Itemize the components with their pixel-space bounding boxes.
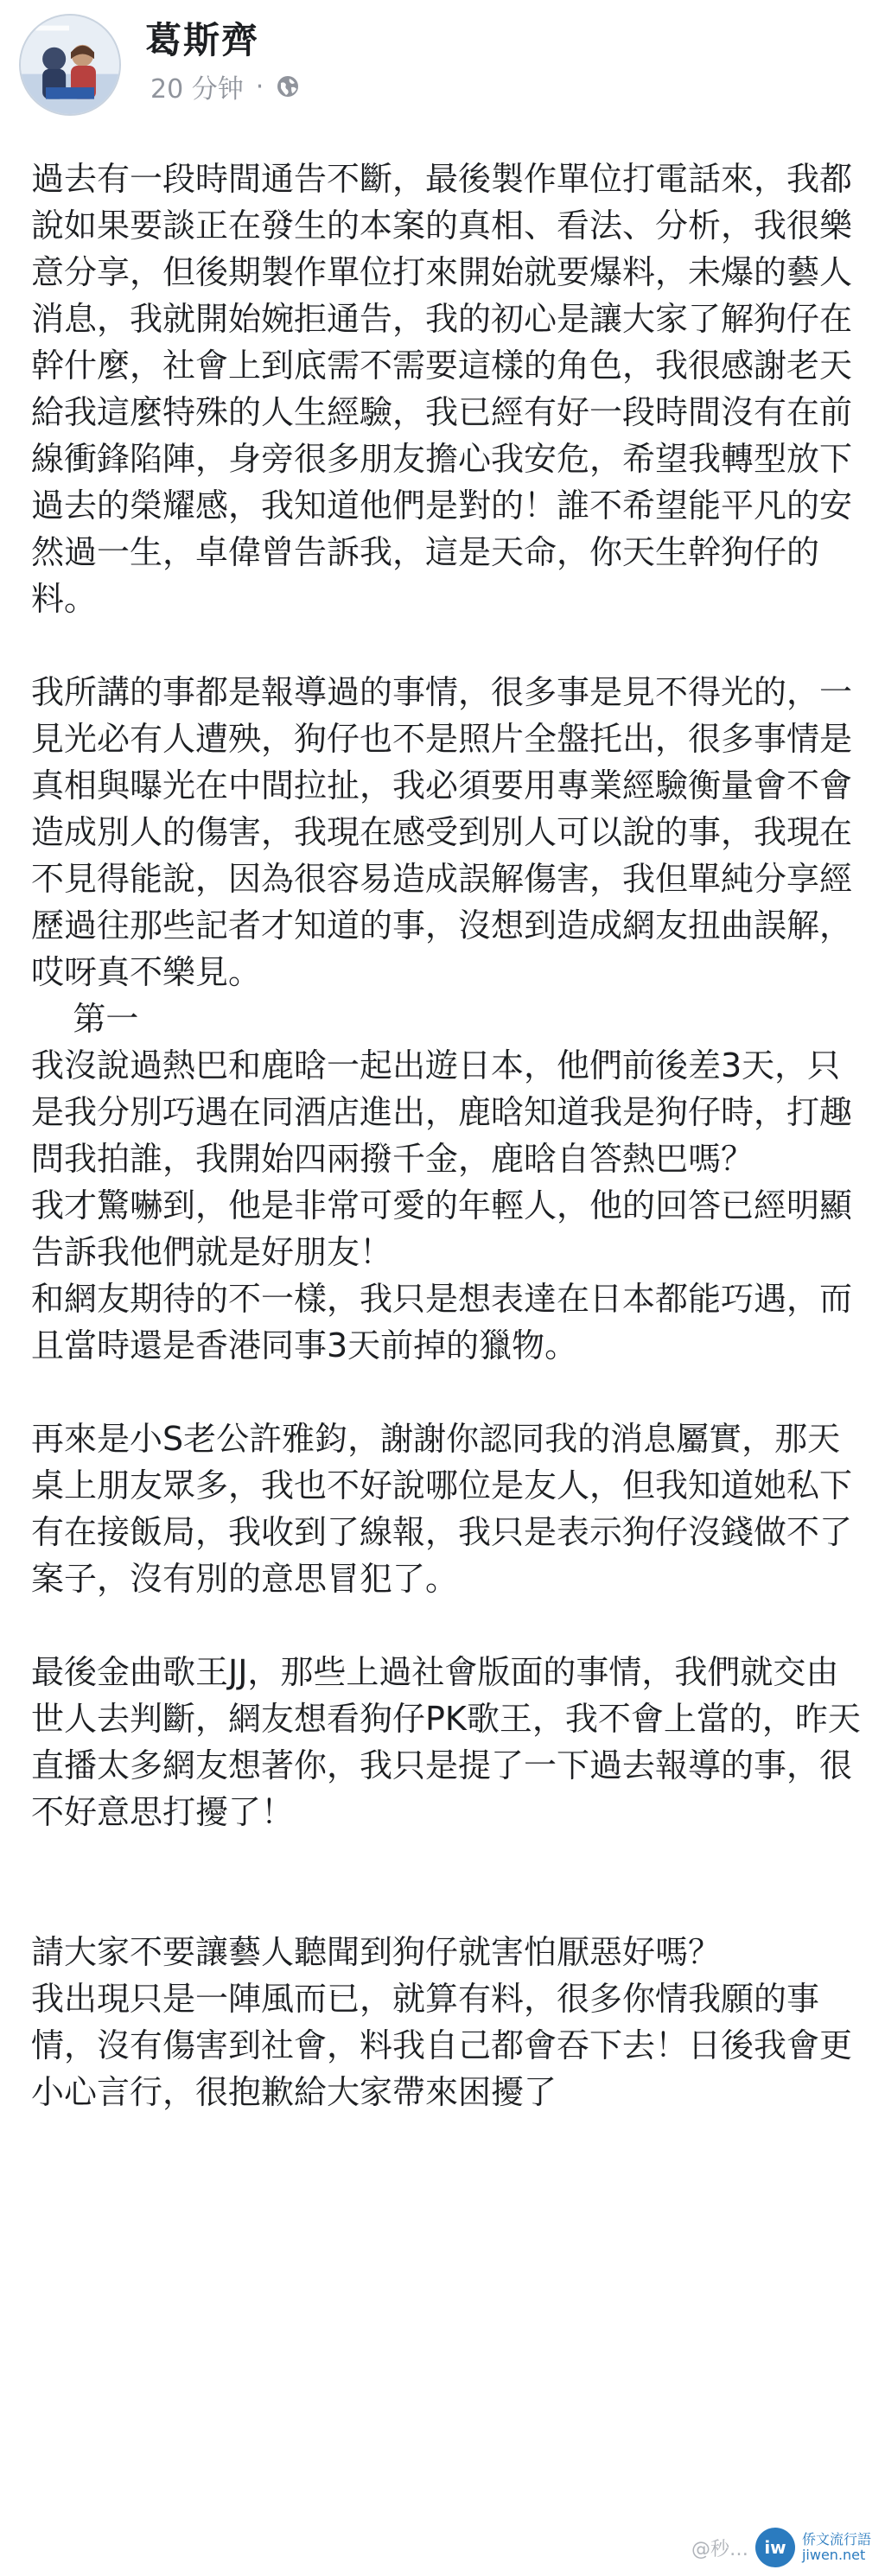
author-avatar[interactable] [19,14,121,116]
avatar-image [21,16,119,114]
site-watermark [691,2528,871,2567]
post-paragraph: 最後金曲歌王JJ，那些上過社會版面的事情，我們就交由世人去判斷，網友想看狗仔PK歌王，我不會上當的，昨天直播太多網友想著你，我只是提了一下過去報導的事，很不好意思打擾了！ [31,1653,861,1831]
post-paragraph: 請大家不要讓藝人聽聞到狗仔就害怕厭惡好嗎？ 我出現只是一陣風而已，就算有料，很多你情我願的事情，沒有傷害到社會，料我自己都會吞下去！￼￼￼日後我會更小心言行，很抱歉給大家帶來困擾了 [31,1933,853,2111]
post-header [0,0,885,130]
watermark-text [802,2532,871,2563]
post-body [31,156,861,2115]
post-paragraph: 我所講的事都是報導過的事情，很多事是見不得光的，一見光必有人遭殃，狗仔也不是照片全盤托出，很多事情是真相與曝光在中間拉扯，我必須要用專業經驗衡量會不會造成別人的傷害，我現在感受到別人可以說的事，我現在不見得能說，因為很容易造成誤解傷害，我但單純分享經歷過往那些記者才知道的事，沒想到造成網友扭曲誤解，哎呀真不樂見。 [31,673,853,991]
post-paragraph: 第一 我沒說過熱巴和鹿晗一起出遊日本，他們前後差3天，只是我分別巧遇在同酒店進出，鹿晗知道我是狗仔時，打趣問我拍誰，我開始四兩撥千金，鹿晗自答熱巴嗎？ 我才驚嚇到，他是非常可愛的年輕人，他的回答已經明顯告訴我他們就是好朋友！ 和網友期待的不一樣，我只是想表達在日本都能巧遇，而且當時還是香港同事3天前掉的獵物。 [31,1000,853,1364]
watermark-site-url: jiwen.net [801,2547,866,2563]
post-paragraph: 過去有一段時間通告不斷，最後製作單位打電話來，我都說如果要談正在發生的本案的真相、看法、分析，我很樂意分享，但後期製作單位打來開始就要爆料，未爆的藝人消息，我就開始婉拒通告，我的初心是讓大家了解狗仔在幹什麼，社會上到底需不需要這樣的角色，我很感謝老天給我這麼特殊的人生經驗，我已經有好一段時間沒有在前線衝鋒陷陣，身旁很多朋友擔心我安危，希望我轉型放下過去的榮耀感，我知道他們是對的！誰不希望能平凡的安然過一生，卓偉曾告訴我，這是天命，你天生幹狗仔的料。 [31,160,853,618]
post-paragraph: 再來是小S老公許雅鈞，謝謝你認同我的消息屬實，那天桌上朋友眾多，我也不好說哪位是友人，但我知道她私下有在接飯局，我收到了線報，我只是表示狗仔沒錢做不了案子，沒有別的意思冒犯了。 [31,1420,853,1598]
post-meta [150,67,300,105]
globe-icon[interactable] [276,74,300,99]
author-name[interactable]: 葛斯齊 [145,19,260,61]
watermark-site-name: 侨文流行語 [801,2531,871,2547]
watermark-logo: iw [755,2528,795,2567]
meta-separator: · [255,71,264,102]
post-timestamp[interactable]: 20 分钟 [150,74,244,105]
watermark-handle: @秒… [691,2538,748,2560]
